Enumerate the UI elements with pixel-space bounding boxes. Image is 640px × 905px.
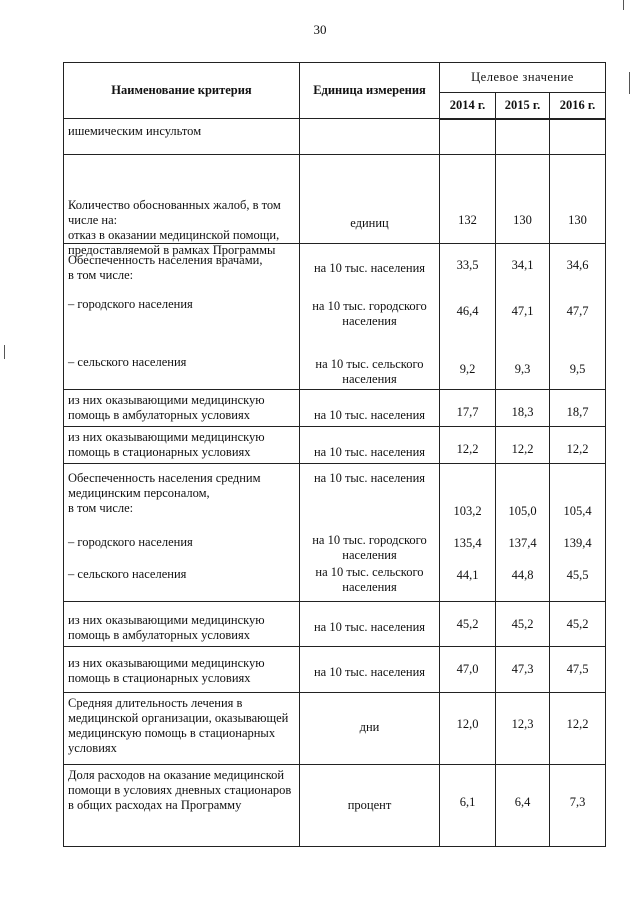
cell-v2015 [496, 244, 550, 390]
value-text: 34,6 [566, 258, 589, 272]
table-row [64, 427, 606, 464]
value-text: 9,3 [514, 362, 531, 376]
table-row [64, 390, 606, 427]
criterion-text: из них оказывающими медицинскую помощь в стационарных условиях [68, 656, 265, 685]
value-text: 6,4 [514, 795, 531, 809]
cell-name [64, 647, 300, 693]
value-text: 12,2 [566, 717, 589, 731]
cell-unit [300, 693, 440, 765]
table-body [64, 119, 606, 847]
value-text: 130 [513, 213, 532, 227]
cell-v2014 [440, 602, 496, 647]
value-text: 47,3 [511, 662, 534, 676]
value-text: 45,5 [566, 568, 589, 582]
cell-v2016 [550, 765, 606, 847]
value-text: 47,1 [511, 304, 534, 318]
unit-text: на 10 тыс. населения [313, 408, 426, 422]
value-text: 12,2 [456, 442, 479, 456]
cell-unit [300, 244, 440, 390]
cell-unit [300, 765, 440, 847]
header-criterion: Наименование критерия [64, 63, 300, 119]
table-row [64, 647, 606, 693]
value-text: 7,3 [569, 795, 586, 809]
cell-v2015 [496, 602, 550, 647]
top-edge-mark [623, 0, 624, 10]
value-text: 45,2 [456, 617, 479, 631]
value-text: 12,2 [566, 442, 589, 456]
cell-name [64, 427, 300, 464]
criterion-text: Доля расходов на оказание медицинской помощи в условиях дневных стационаров в общих расходах на Программу [68, 768, 292, 812]
cell-v2016 [550, 464, 606, 602]
criterion-text: – сельского населения [68, 355, 187, 369]
cell-name [64, 765, 300, 847]
cell-v2014 [440, 244, 496, 390]
cell-v2014 [440, 155, 496, 244]
value-text: 18,7 [566, 405, 589, 419]
value-text: 137,4 [508, 536, 537, 550]
value-text: 139,4 [563, 536, 592, 550]
left-edge-mark [4, 345, 5, 359]
unit-text: на 10 тыс. городского населения [312, 533, 427, 562]
cell-v2015 [496, 119, 550, 155]
table-row [64, 765, 606, 847]
criterion-text: Средняя длительность лечения в медицинской организации, оказывающей медицинскую помощь в стационарных условиях [68, 696, 289, 755]
cell-v2014 [440, 390, 496, 427]
value-text: 12,2 [511, 442, 534, 456]
value-text: 105,0 [508, 504, 537, 518]
criterion-text: – сельского населения [68, 567, 187, 581]
unit-text: на 10 тыс. городского населения [312, 299, 427, 328]
value-text: 44,1 [456, 568, 479, 582]
criterion-text: – городского населения [68, 535, 193, 549]
unit-text: процент [347, 798, 392, 812]
cell-name [64, 693, 300, 765]
criterion-text: Обеспеченность населения средним медицинским персоналом, в том числе: [68, 471, 261, 515]
unit-text: на 10 тыс. населения [313, 620, 426, 634]
cell-v2016 [550, 427, 606, 464]
value-text: 47,5 [566, 662, 589, 676]
value-text: 18,3 [511, 405, 534, 419]
cell-unit [300, 602, 440, 647]
cell-v2015 [496, 647, 550, 693]
table-row [64, 602, 606, 647]
cell-unit [300, 119, 440, 155]
cell-name [64, 244, 300, 390]
value-text: 9,2 [459, 362, 476, 376]
criterion-text: – городского населения [68, 297, 193, 311]
value-text: 47,0 [456, 662, 479, 676]
criterion-text: из них оказывающими медицинскую помощь в амбулаторных условиях [68, 393, 265, 422]
cell-v2016 [550, 693, 606, 765]
cell-v2015 [496, 427, 550, 464]
cell-v2014 [440, 693, 496, 765]
value-text: 130 [568, 213, 587, 227]
right-edge-mark [629, 72, 630, 94]
header-year-2015: 2015 г. [496, 93, 550, 119]
cell-unit [300, 464, 440, 602]
table-row [64, 155, 606, 244]
header-year-2016: 2016 г. [550, 93, 606, 119]
cell-unit [300, 427, 440, 464]
cell-v2016 [550, 244, 606, 390]
cell-unit [300, 390, 440, 427]
cell-name [64, 602, 300, 647]
value-text: 45,2 [566, 617, 589, 631]
cell-v2014 [440, 765, 496, 847]
value-text: 132 [458, 213, 477, 227]
cell-name [64, 464, 300, 602]
cell-name [64, 119, 300, 155]
cell-name [64, 155, 300, 257]
header-unit: Единица измерения [300, 63, 440, 119]
criteria-table [63, 62, 606, 847]
page-number: 30 [313, 22, 327, 37]
value-text: 12,3 [511, 717, 534, 731]
cell-v2014 [440, 647, 496, 693]
unit-text: на 10 тыс. населения [313, 261, 426, 275]
unit-text: на 10 тыс. населения [313, 445, 426, 459]
table-row [64, 244, 606, 390]
table-row [64, 464, 606, 602]
cell-v2015 [496, 155, 550, 244]
cell-v2014 [440, 119, 496, 155]
unit-text: на 10 тыс. населения [313, 471, 426, 485]
cell-v2016 [550, 390, 606, 427]
cell-v2016 [550, 155, 606, 244]
value-text: 6,1 [459, 795, 476, 809]
criterion-text: из них оказывающими медицинскую помощь в амбулаторных условиях [68, 613, 265, 642]
cell-v2016 [550, 119, 606, 155]
unit-text: на 10 тыс. населения [313, 665, 426, 679]
value-text: 17,7 [456, 405, 479, 419]
cell-v2015 [496, 693, 550, 765]
table-row [64, 693, 606, 765]
cell-unit [300, 647, 440, 693]
criterion-text: ишемическим инсультом [68, 124, 202, 138]
value-text: 47,7 [566, 304, 589, 318]
cell-v2015 [496, 765, 550, 847]
table-row [64, 119, 606, 155]
cell-v2015 [496, 390, 550, 427]
value-text: 46,4 [456, 304, 479, 318]
value-text: 33,5 [456, 258, 479, 272]
criterion-text: Количество обоснованных жалоб, в том числе на: отказ в оказании медицинской помощи, предоставляемой в рамках Программы [68, 198, 281, 257]
cell-name [64, 390, 300, 427]
unit-text: на 10 тыс. сельского населения [315, 565, 424, 594]
value-text: 12,0 [456, 717, 479, 731]
header-year-2014: 2014 г. [440, 93, 496, 119]
header-target: Целевое значение [440, 63, 606, 93]
criterion-text: Обеспеченность населения врачами, в том числе: [68, 253, 263, 282]
value-text: 44,8 [511, 568, 534, 582]
value-text: 105,4 [563, 504, 592, 518]
unit-text: на 10 тыс. сельского населения [315, 357, 424, 386]
value-text: 9,5 [569, 362, 586, 376]
value-text: 135,4 [453, 536, 482, 550]
value-text: 34,1 [511, 258, 534, 272]
cell-unit [300, 155, 440, 244]
unit-text: дни [359, 720, 380, 734]
cell-v2014 [440, 427, 496, 464]
cell-v2014 [440, 464, 496, 602]
cell-v2016 [550, 647, 606, 693]
value-text: 103,2 [453, 504, 482, 518]
value-text: 45,2 [511, 617, 534, 631]
cell-v2016 [550, 602, 606, 647]
criterion-text: из них оказывающими медицинскую помощь в стационарных условиях [68, 430, 265, 459]
unit-text: единиц [350, 216, 389, 230]
cell-v2015 [496, 464, 550, 602]
